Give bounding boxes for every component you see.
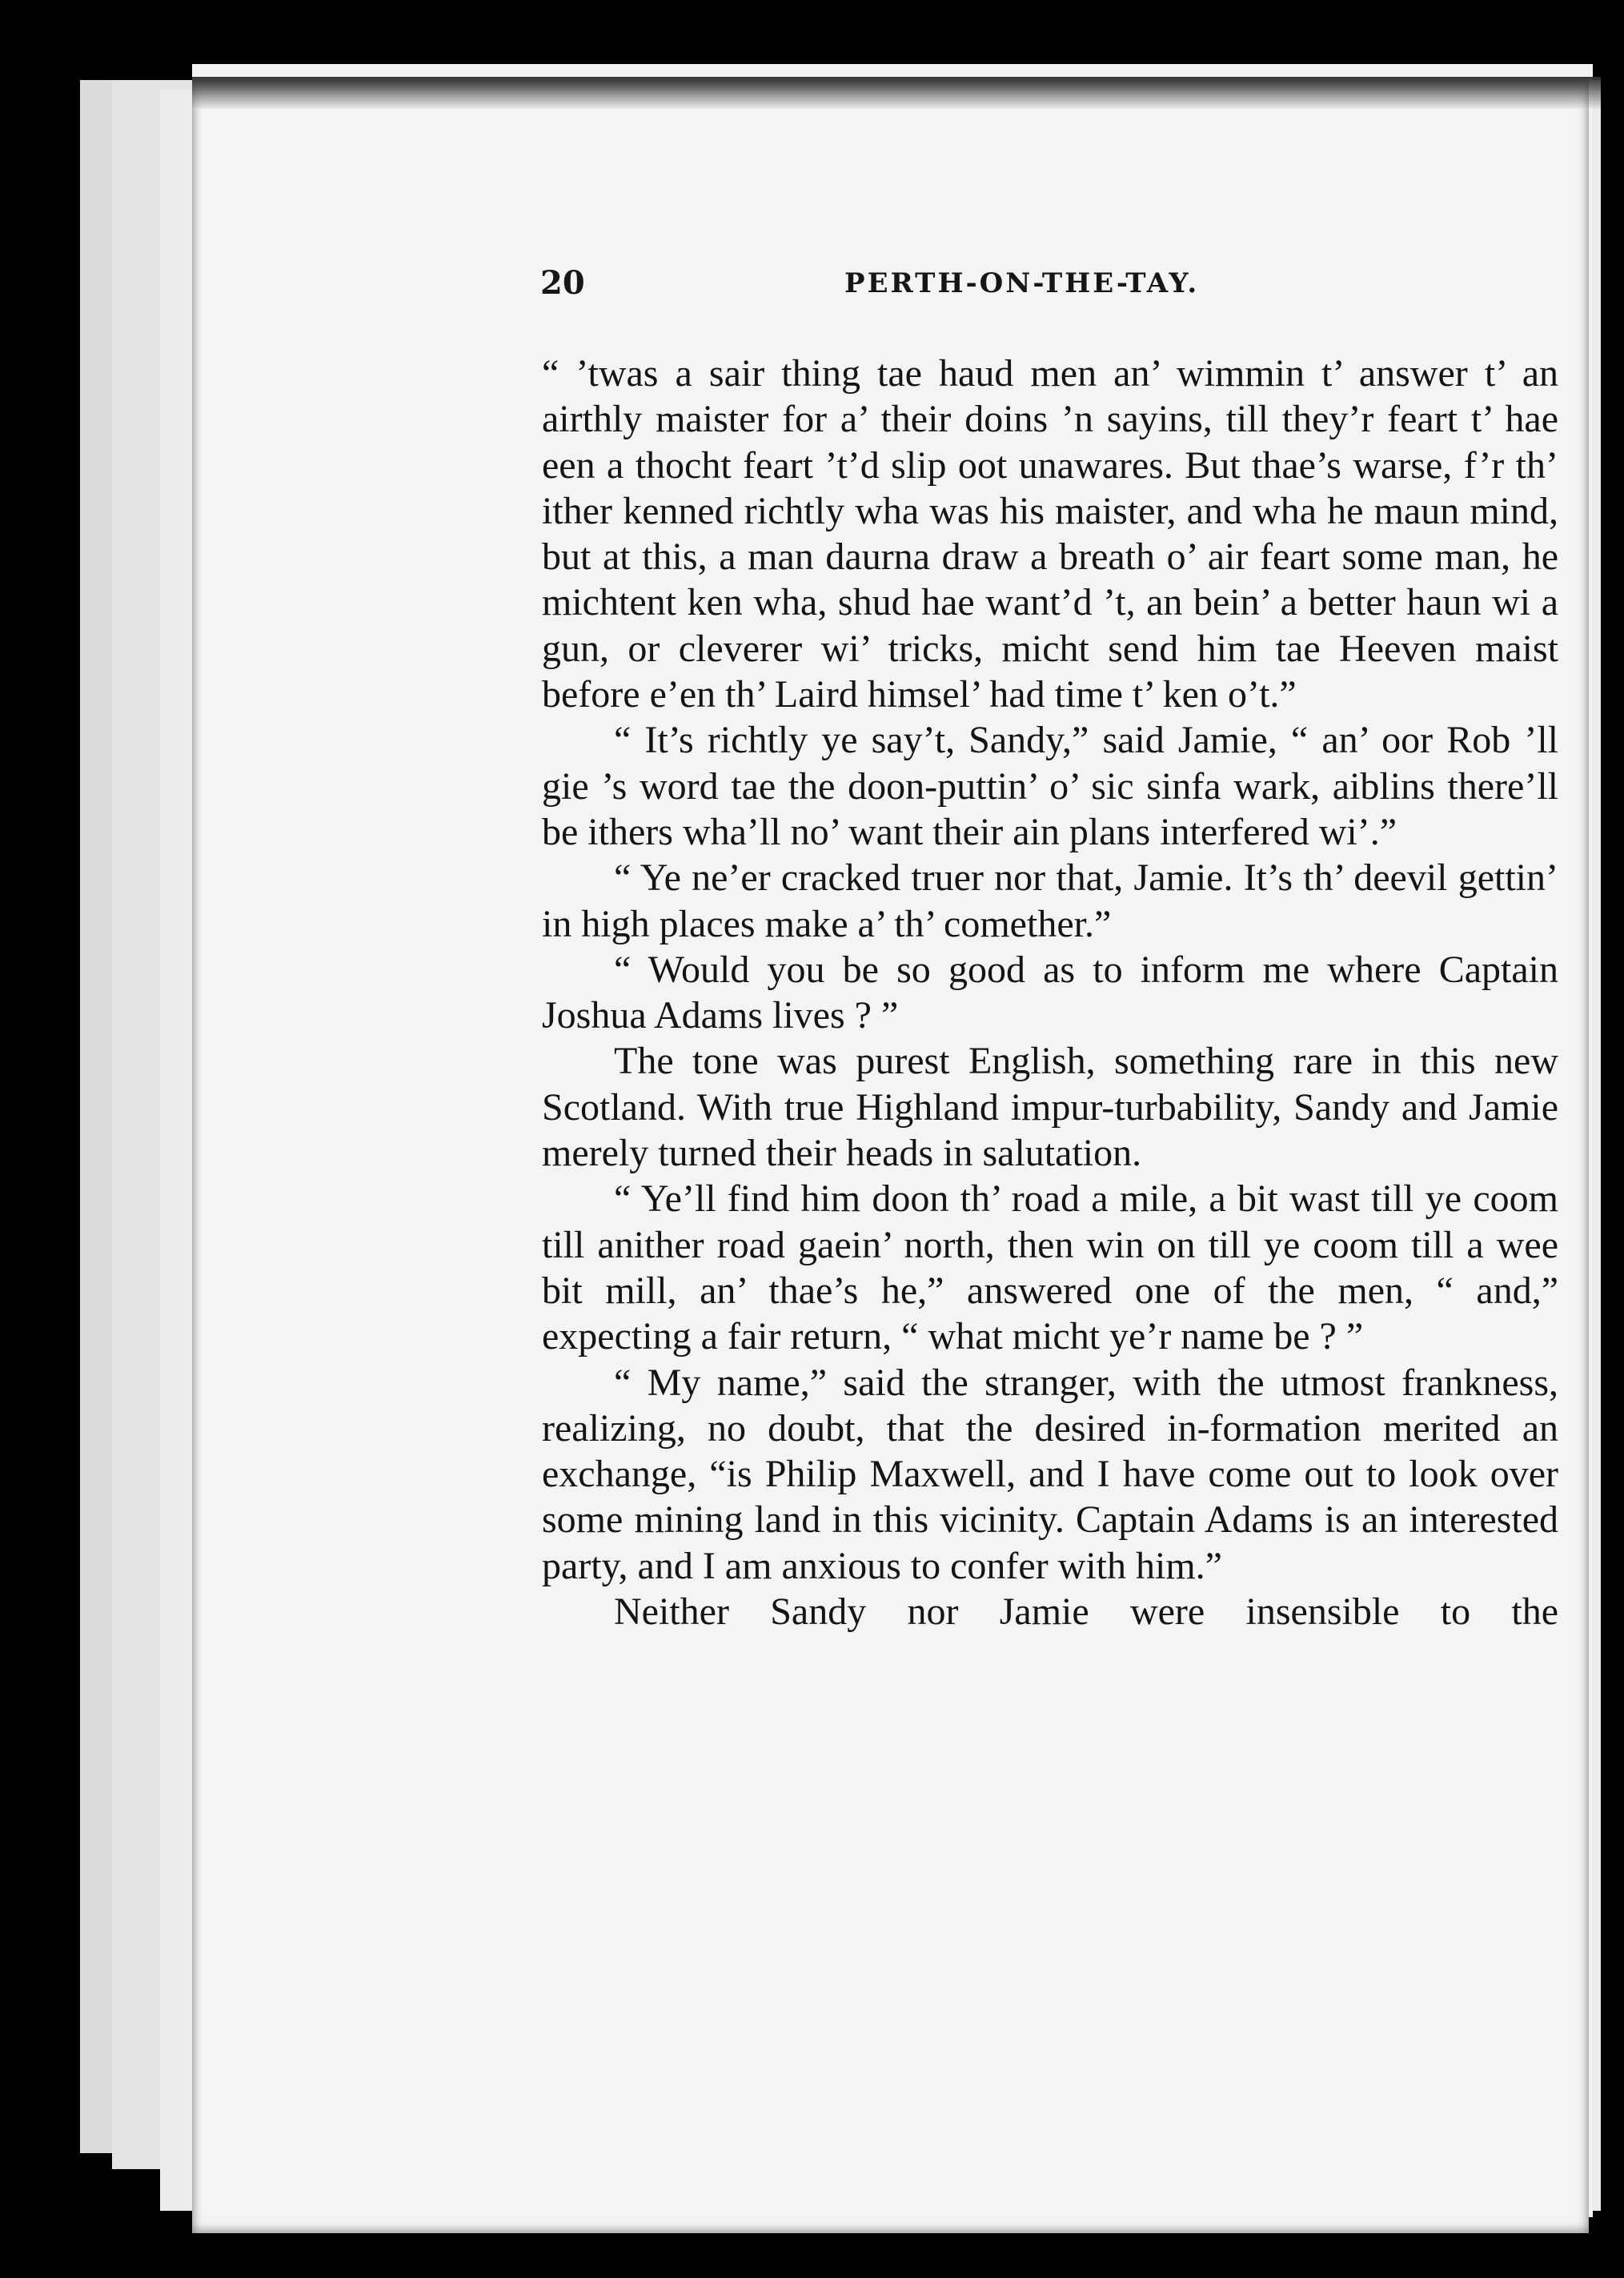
paragraph: “ It’s richtly ye say’t, Sandy,” said Jamie, “ an’ oor Rob ’ll gie ’s word tae the doon-puttin’ o’ sic sinfa wark, aiblins there’ll be ithers wha’ll no’ want their ain plans interfered wi’.” bbox=[542, 719, 1558, 853]
body-text bbox=[542, 351, 1558, 1634]
page-header bbox=[540, 264, 1573, 312]
page-top-shadow bbox=[192, 77, 1601, 109]
paragraph: “ My name,” said the stranger, with the utmost frankness, realizing, no doubt, that the desired in-formation merited an exchange, “is Philip Maxwell, and I have come out to look over some mining land in this vicinity. Captain Adams is an interested party, and I am anxious to confer with him.” bbox=[542, 1361, 1558, 1587]
paragraph: “ Ye ne’er cracked truer nor that, Jamie. It’s th’ deevil gettin’ in high places make a’ th’ comether.” bbox=[542, 856, 1558, 945]
paragraph: “ Would you be so good as to inform me where Captain Joshua Adams lives ? ” bbox=[542, 948, 1558, 1037]
running-title: PERTH-ON-THE-TAY. bbox=[844, 267, 1200, 299]
paragraph: “ Ye’ll find him doon th’ road a mile, a bit wast till ye coom till anither road gaein’ north, then win on till ye coom till a wee bit mill, an’ thae’s he,” answered one of the men, “ and,” expecting a fair return, “ what micht ye’r name be ? ” bbox=[542, 1177, 1558, 1358]
paragraph: Neither Sandy nor Jamie were insensible to the bbox=[614, 1590, 1558, 1634]
page-number: 20 bbox=[540, 264, 585, 302]
paragraph: The tone was purest English, something rare in this new Scotland. With true Highland impur-turbability, Sandy and Jamie merely turned their heads in salutation. bbox=[542, 1040, 1558, 1175]
paragraph: “ ’twas a sair thing tae haud men an’ wimmin t’ answer t’ an airthly maister for a’ their doins ’n sayins, till they’r feart t’ hae een a thocht feart ’t’d slip oot unawares. But thae’s warse, f’r th’ ither kenned richtly wha was his maister, and wha he maun mind, but at this, a man daurna draw a breath o’ air feart some man, he michtent ken wha, shud hae want’d ’t, an bein’ a better haun wi a gun, or cleverer wi’ tricks, micht send him tae Heeven maist before e’en th’ Laird himsel’ had time t’ ken o’t.” bbox=[542, 352, 1558, 716]
